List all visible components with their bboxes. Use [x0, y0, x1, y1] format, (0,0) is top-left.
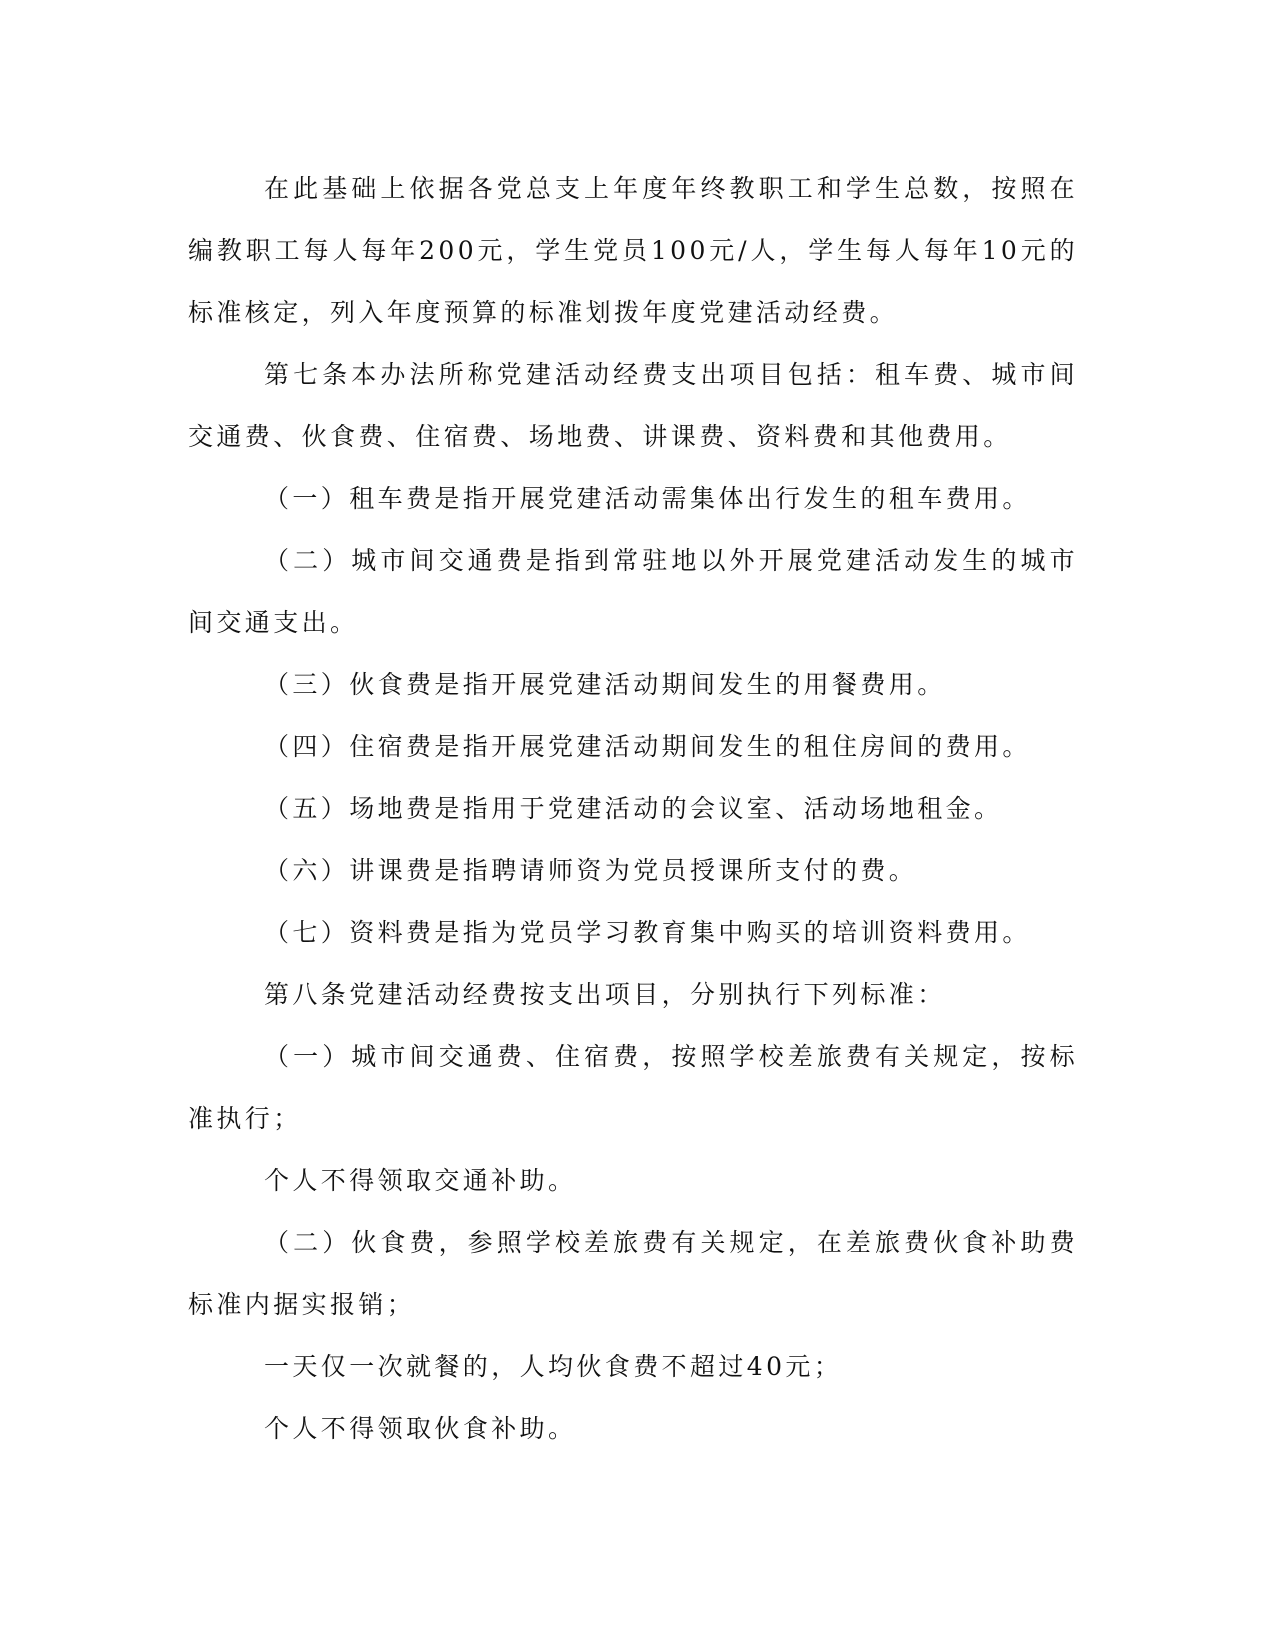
paragraph: （四）住宿费是指开展党建活动期间发生的租住房间的费用。	[264, 732, 1031, 761]
paragraph: 第七条本办法所称党建活动经费支出项目包括：租车费、城市间交通费、伙食费、住宿费、场地费、讲课费、资料费和其他费用。	[188, 360, 1078, 451]
paragraph: 个人不得领取交通补助。	[264, 1166, 577, 1195]
document-page	[188, 158, 1078, 1460]
paragraph: （七）资料费是指为党员学习教育集中购买的培训资料费用。	[264, 918, 1031, 947]
paragraph: （五）场地费是指用于党建活动的会议室、活动场地租金。	[264, 794, 1003, 823]
paragraph: （二）城市间交通费是指到常驻地以外开展党建活动发生的城市间交通支出。	[188, 546, 1078, 637]
paragraph: （六）讲课费是指聘请师资为党员授课所支付的费。	[264, 856, 918, 885]
paragraph: （一）城市间交通费、住宿费，按照学校差旅费有关规定，按标准执行；	[188, 1042, 1078, 1133]
paragraph: 个人不得领取伙食补助。	[264, 1414, 577, 1443]
paragraph: （一）租车费是指开展党建活动需集体出行发生的租车费用。	[264, 484, 1031, 513]
paragraph: （三）伙食费是指开展党建活动期间发生的用餐费用。	[264, 670, 946, 699]
paragraph: （二）伙食费，参照学校差旅费有关规定，在差旅费伙食补助费标准内据实报销；	[188, 1228, 1078, 1319]
paragraph: 一天仅一次就餐的，人均伙食费不超过40元；	[264, 1352, 843, 1381]
paragraph: 第八条党建活动经费按支出项目，分别执行下列标准：	[264, 980, 946, 1009]
paragraph: 在此基础上依据各党总支上年度年终教职工和学生总数，按照在编教职工每人每年200元，学生党员100元/人，学生每人每年10元的标准核定，列入年度预算的标准划拨年度党建活动经费。	[188, 174, 1078, 327]
